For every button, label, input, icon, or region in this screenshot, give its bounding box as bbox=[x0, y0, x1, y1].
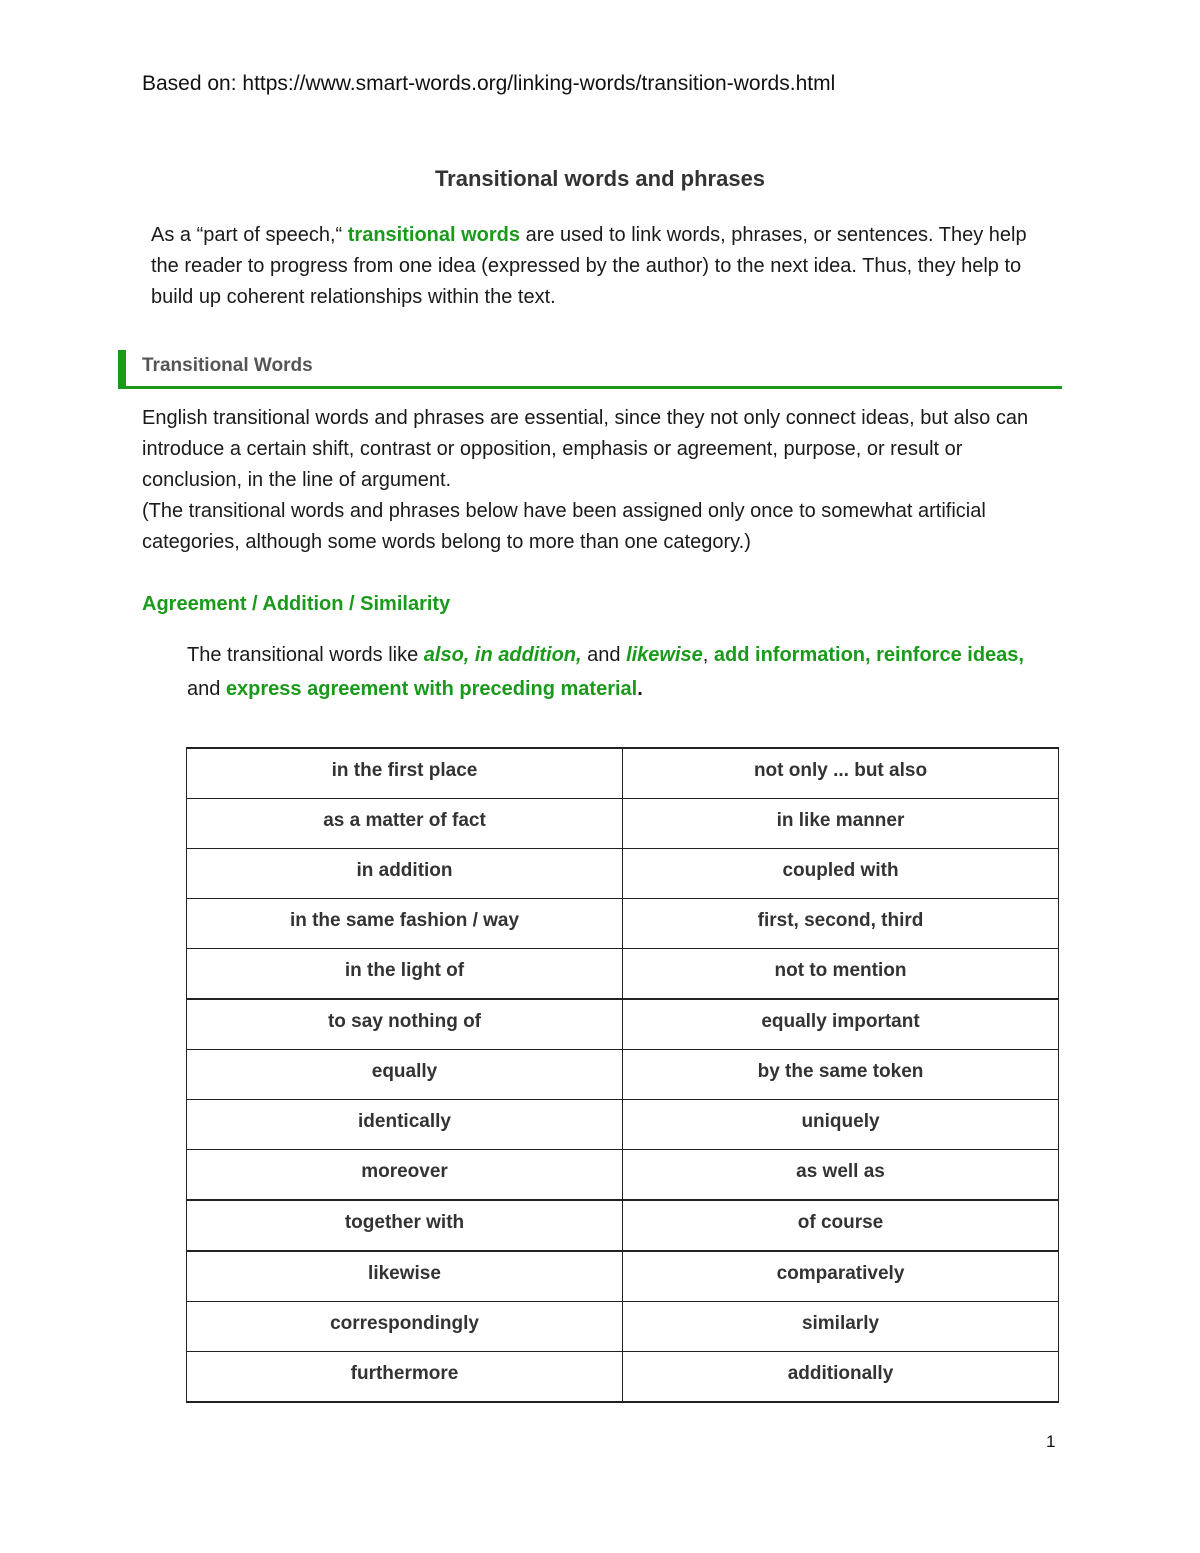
table-cell-right: coupled with bbox=[623, 849, 1059, 899]
table-cell-right: uniquely bbox=[623, 1100, 1059, 1150]
table-cell-right: of course bbox=[623, 1200, 1059, 1251]
table-row bbox=[187, 1251, 1059, 1302]
table-row bbox=[187, 849, 1059, 899]
section-header bbox=[118, 350, 1062, 389]
intro-highlight: transitional words bbox=[347, 224, 521, 246]
table-cell-right: in like manner bbox=[623, 799, 1059, 849]
table-cell-left: likewise bbox=[187, 1251, 623, 1302]
table-cell-left: in the light of bbox=[187, 949, 623, 1000]
intro-paragraph bbox=[151, 220, 1051, 313]
table-cell-left: correspondingly bbox=[187, 1302, 623, 1352]
table-row bbox=[187, 899, 1059, 949]
table-row bbox=[187, 748, 1059, 799]
section-paragraph-1: English transitional words and phrases are essential, since they not only connect ideas, but also can introduce a certain shift, contrast or opposition, emphasis or agreement, purpose, or result or conclusion, in the line of argument. bbox=[142, 407, 1029, 491]
table-cell-left: together with bbox=[187, 1200, 623, 1251]
section-title: Transitional Words bbox=[142, 355, 313, 376]
table-row bbox=[187, 999, 1059, 1050]
section-body bbox=[142, 403, 1062, 558]
table-row bbox=[187, 1050, 1059, 1100]
intro-text-end: are used to link words, phrases, or sentences. They help the reader to progress from one idea (expressed by the author) to the next idea. Thus, they help to build up coherent relationships within the text. bbox=[151, 224, 1027, 308]
table-cell-left: in the first place bbox=[187, 748, 623, 799]
table-row bbox=[187, 1150, 1059, 1201]
table-row bbox=[187, 1200, 1059, 1251]
usage-text-5: . bbox=[637, 678, 643, 700]
table-cell-right: not only ... but also bbox=[623, 748, 1059, 799]
table-row bbox=[187, 1302, 1059, 1352]
page-number: 1 bbox=[1046, 1432, 1056, 1451]
usage-text-2: and bbox=[581, 644, 627, 666]
usage-function-1: add information, reinforce ideas, bbox=[713, 644, 1024, 666]
table-cell-right: first, second, third bbox=[623, 899, 1059, 949]
table-row bbox=[187, 1352, 1059, 1403]
usage-function-2: express agreement with preceding material bbox=[225, 678, 638, 700]
table-cell-left: as a matter of fact bbox=[187, 799, 623, 849]
usage-example-2: likewise bbox=[626, 644, 703, 666]
category-usage bbox=[187, 638, 1047, 706]
table-cell-right: equally important bbox=[623, 999, 1059, 1050]
usage-example-1: also, in addition, bbox=[423, 644, 582, 666]
document-title: Transitional words and phrases bbox=[434, 166, 766, 191]
table-cell-left: furthermore bbox=[187, 1352, 623, 1403]
table-cell-right: not to mention bbox=[623, 949, 1059, 1000]
source-reference: Based on: https://www.smart-words.org/linking-words/transition-words.html bbox=[142, 72, 836, 95]
table-cell-right: by the same token bbox=[623, 1050, 1059, 1100]
section-paragraph-2: (The transitional words and phrases below have been assigned only once to somewhat artificial categories, although some words belong to more than one category.) bbox=[142, 500, 986, 553]
table-row bbox=[187, 1100, 1059, 1150]
table-cell-left: equally bbox=[187, 1050, 623, 1100]
table-row bbox=[187, 799, 1059, 849]
section-accent-bar bbox=[118, 350, 126, 386]
table-cell-left: moreover bbox=[187, 1150, 623, 1201]
intro-text-start: As a “part of speech,“ bbox=[151, 224, 348, 246]
table-cell-right: additionally bbox=[623, 1352, 1059, 1403]
table-cell-left: in the same fashion / way bbox=[187, 899, 623, 949]
table-cell-right: similarly bbox=[623, 1302, 1059, 1352]
table-body bbox=[187, 748, 1059, 1402]
table-row bbox=[187, 949, 1059, 1000]
table-cell-right: comparatively bbox=[623, 1251, 1059, 1302]
table-cell-left: identically bbox=[187, 1100, 623, 1150]
usage-text-3: , bbox=[702, 644, 714, 666]
transition-words-table bbox=[186, 747, 1059, 1403]
table-cell-left: in addition bbox=[187, 849, 623, 899]
category-heading: Agreement / Addition / Similarity bbox=[142, 593, 451, 615]
usage-text-1: The transitional words like bbox=[187, 644, 424, 666]
table-cell-right: as well as bbox=[623, 1150, 1059, 1201]
table-cell-left: to say nothing of bbox=[187, 999, 623, 1050]
usage-text-4: and bbox=[187, 678, 226, 700]
